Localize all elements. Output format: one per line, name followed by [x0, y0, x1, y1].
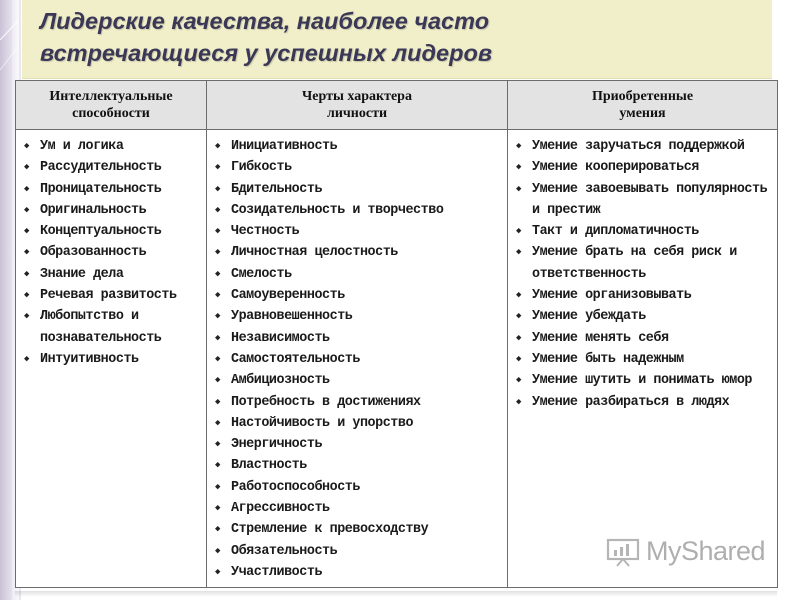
list-item: ◆ Инициативность [213, 136, 503, 157]
list-item: ◆ Личностная целостность [213, 242, 503, 263]
list-item: ◆ Умение разбираться в людях [514, 392, 773, 413]
list-item: ◆ Образованность [22, 242, 202, 263]
title-line-1: Лидерские качества, наиболее часто [40, 8, 490, 34]
list-item: ◆ Властность [213, 455, 503, 476]
list-item: ◆ Амбициозность [213, 370, 503, 391]
table-body-row [16, 130, 778, 588]
header-line: Приобретенные [591, 89, 694, 104]
list-item: ◆ Интуитивность [22, 349, 202, 370]
list-item: ◆ Такт и дипломатичность [514, 221, 773, 242]
list-item: ◆ Умение брать на себя риск и ответственность [514, 242, 773, 285]
cell-character [207, 130, 508, 588]
list-item: ◆ Умение убеждать [514, 306, 773, 327]
list-item: ◆ Любопытство и познавательность [22, 306, 202, 349]
list-intellectual [22, 136, 202, 370]
list-character [213, 136, 503, 583]
list-item: ◆ Созидательность и творчество [213, 200, 503, 221]
watermark-text: MyShared [646, 536, 766, 566]
watermark [606, 536, 765, 567]
list-item: ◆ Умение шутить и понимать юмор [514, 370, 773, 391]
list-item: ◆ Концептуальность [22, 221, 202, 242]
slide-title [40, 5, 760, 69]
list-item: ◆ Работоспособность [213, 477, 503, 498]
header-line: способности [72, 106, 150, 121]
list-item: ◆ Самостоятельность [213, 349, 503, 370]
list-skills [514, 136, 773, 413]
list-item: ◆ Умение менять себя [514, 328, 773, 349]
list-item: ◆ Оригинальность [22, 200, 202, 221]
list-item: ◆ Обязательность [213, 541, 503, 562]
list-item: ◆ Ум и логика [22, 136, 202, 157]
header-intellectual [16, 81, 207, 130]
list-item: ◆ Рассудительность [22, 157, 202, 178]
title-line-2: встречающиеся у успешных лидеров [40, 40, 493, 66]
list-item: ◆ Честность [213, 221, 503, 242]
header-line: умения [619, 106, 666, 121]
presentation-chart-icon [606, 537, 640, 567]
list-item: ◆ Настойчивость и упорство [213, 413, 503, 434]
header-line: Интеллектуальные [49, 89, 173, 104]
cell-intellectual [16, 130, 207, 588]
cell-skills [508, 130, 778, 588]
list-item: ◆ Бдительность [213, 179, 503, 200]
header-line: Черты характера [302, 89, 412, 104]
header-line: личности [326, 106, 388, 121]
list-item: ◆ Самоуверенность [213, 285, 503, 306]
table-shadow [15, 591, 777, 597]
list-item: ◆ Гибкость [213, 157, 503, 178]
list-item: ◆ Участливость [213, 562, 503, 583]
list-item: ◆ Знание дела [22, 264, 202, 285]
list-item: ◆ Агрессивность [213, 498, 503, 519]
list-item: ◆ Речевая развитость [22, 285, 202, 306]
list-item: ◆ Умение завоевывать популярность и престиж [514, 179, 773, 222]
list-item: ◆ Смелость [213, 264, 503, 285]
list-item: ◆ Проницательность [22, 179, 202, 200]
list-item: ◆ Умение быть надежным [514, 349, 773, 370]
list-item: ◆ Стремление к превосходству [213, 519, 503, 540]
list-item: ◆ Потребность в достижениях [213, 392, 503, 413]
list-item: ◆ Энергичность [213, 434, 503, 455]
qualities-table [15, 80, 778, 588]
list-item: ◆ Умение заручаться поддержкой [514, 136, 773, 157]
list-item: ◆ Уравновешенность [213, 306, 503, 327]
list-item: ◆ Умение кооперироваться [514, 157, 773, 178]
table-header-row [16, 81, 778, 130]
header-skills [508, 81, 778, 130]
list-item: ◆ Умение организовывать [514, 285, 773, 306]
list-item: ◆ Независимость [213, 328, 503, 349]
header-character [207, 81, 508, 130]
